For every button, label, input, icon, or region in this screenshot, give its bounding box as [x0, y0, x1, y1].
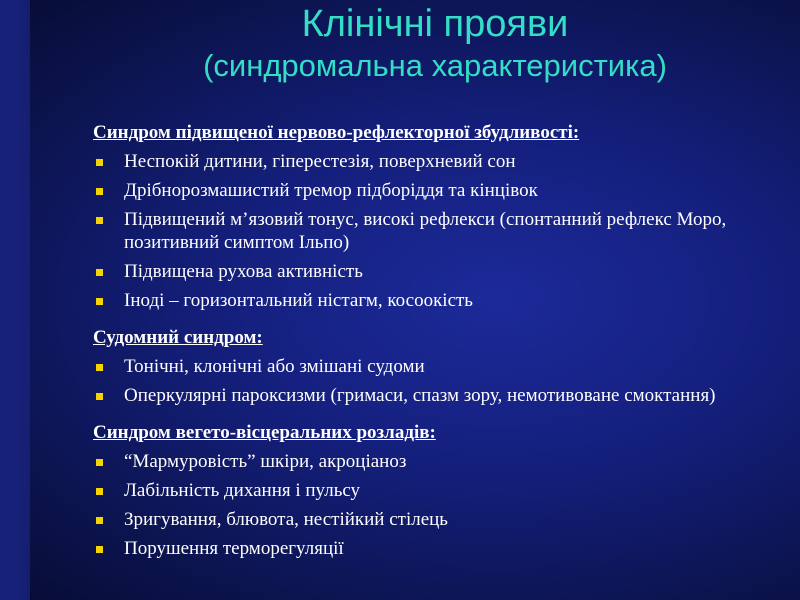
square-bullet-icon: [96, 269, 103, 276]
section-list-vegetovisceral: [93, 450, 783, 560]
list-item-text: Оперкулярні пароксизми (гримаси, спазм зору, немотивоване смоктання): [124, 385, 716, 406]
list-item-text: Неспокій дитини, гіперестезія, поверхневий сон: [124, 151, 516, 172]
square-bullet-icon: [96, 298, 103, 305]
slide-content: [93, 121, 783, 566]
decorative-left-tiles: [0, 0, 30, 600]
slide-subtitle: (синдромальна характеристика): [203, 47, 667, 83]
square-bullet-icon: [96, 517, 103, 524]
list-item-text: Підвищена рухова активність: [124, 261, 363, 282]
section-heading-excitability: Синдром підвищеної нервово-рефлекторної збудливості:: [93, 122, 580, 143]
list-item-text: Зригування, блювота, нестійкий стілець: [124, 509, 448, 530]
section-list-excitability: [93, 150, 783, 312]
list-item-text: Іноді – горизонтальний ністагм, косоокість: [124, 290, 473, 311]
list-item-text: Дрібнорозмашистий тремор підборіддя та кінцівок: [124, 180, 538, 201]
square-bullet-icon: [96, 546, 103, 553]
list-item-text: “Мармуровість” шкіри, акроціаноз: [124, 451, 407, 472]
section-heading-vegetovisceral: Синдром вегето-вісцеральних розладів:: [93, 422, 436, 443]
list-item-text: Порушення терморегуляції: [124, 538, 344, 559]
square-bullet-icon: [96, 217, 103, 224]
list-item: [93, 450, 783, 473]
square-bullet-icon: [96, 459, 103, 466]
list-item: [93, 355, 783, 378]
section-heading-seizure: Судомний синдром:: [93, 327, 263, 348]
list-item: [93, 384, 783, 407]
list-item: [93, 479, 783, 502]
list-item-text: Тонічні, клонічні або змішані судоми: [124, 356, 425, 377]
list-item: [93, 150, 783, 173]
square-bullet-icon: [96, 159, 103, 166]
list-item: [93, 289, 783, 312]
square-bullet-icon: [96, 488, 103, 495]
list-item-text: Лабільність дихання і пульсу: [124, 480, 361, 501]
list-item: [93, 260, 783, 283]
square-bullet-icon: [96, 364, 103, 371]
list-item: [93, 537, 783, 560]
slide-title-block: [0, 4, 800, 83]
list-item-text: Підвищений м’язовий тонус, високі рефлекси (спонтанний рефлекс Моро, позитивний симптом Ільпо): [124, 209, 727, 253]
square-bullet-icon: [96, 393, 103, 400]
section-list-seizure: [93, 355, 783, 407]
list-item: [93, 208, 783, 254]
square-bullet-icon: [96, 188, 103, 195]
list-item: [93, 179, 783, 202]
list-item: [93, 508, 783, 531]
slide-title: Клінічні прояви: [301, 3, 569, 45]
